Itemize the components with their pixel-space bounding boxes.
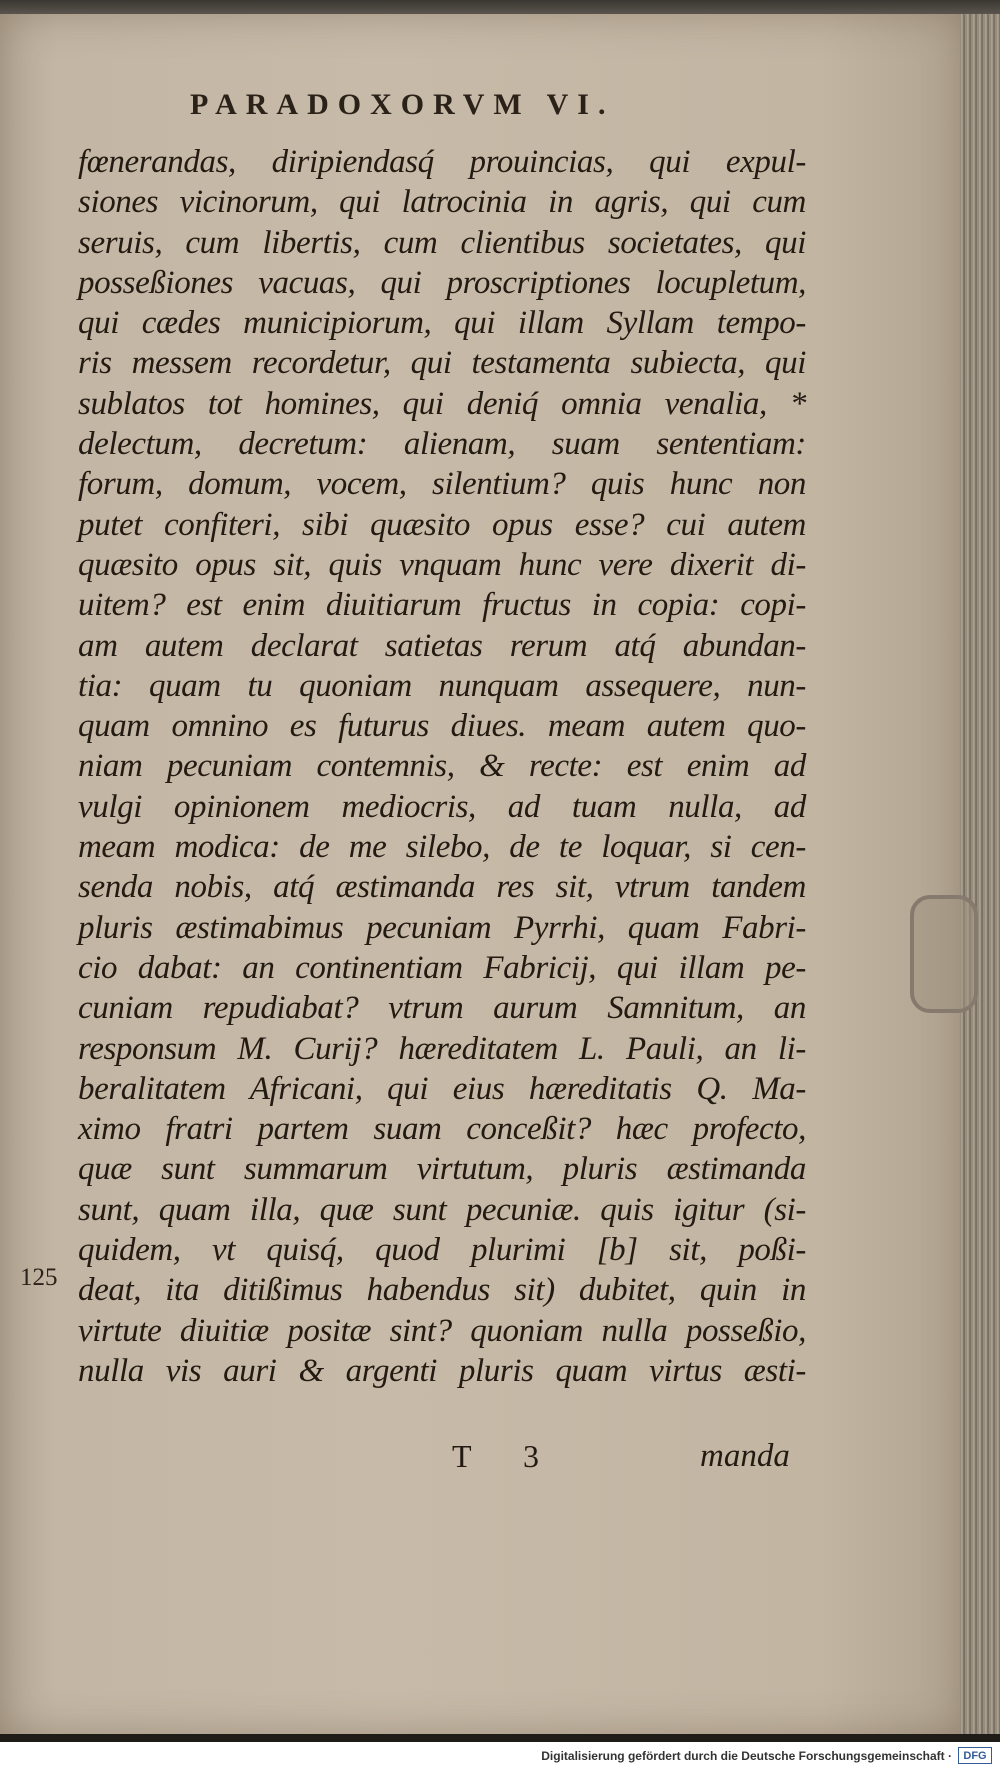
dfg-logo-icon: DFG — [958, 1747, 992, 1764]
text-line: pluris æstimabimus pecuniam Pyrrhi, quam Fabri- — [78, 909, 806, 946]
text-line: quæ sunt summarum virtutum, pluris æstimanda — [78, 1151, 806, 1188]
signature-mark: T 3 — [452, 1438, 561, 1474]
text-line: sunt, quam illa, quæ sunt pecuniæ. quis igitur (si- — [78, 1191, 806, 1228]
body-text — [78, 142, 806, 1391]
funding-notice: Digitalisierung gefördert durch die Deutsche Forschungsgemeinschaft · — [541, 1749, 952, 1763]
text-line: delectum, decretum: alienam, suam sententiam: — [78, 426, 806, 463]
book-clasp — [910, 895, 978, 1013]
marginal-number: 125 — [20, 1264, 58, 1291]
text-line: am autem declarat satietas rerum atq́ abundan- — [78, 627, 806, 664]
text-line: qui cædes municipiorum, qui illam Syllam tempo- — [78, 305, 806, 342]
text-line: quidem, vt quisq́, quod plurimi [b] sit, poßi- — [78, 1232, 806, 1269]
text-line: cuniam repudiabat? vtrum aurum Samnitum, an — [78, 990, 806, 1027]
text-line: quam omnino es futurus diues. meam autem quo- — [78, 708, 806, 745]
text-line: senda nobis, atq́ æstimanda res sit, vtrum tandem — [78, 869, 806, 906]
text-line: responsum M. Curij? hæreditatem L. Pauli, an li- — [78, 1030, 806, 1067]
text-line: meam modica: de me silebo, de te loquar, si cen- — [78, 829, 806, 866]
book-page — [0, 14, 965, 1734]
book-fore-edge — [960, 14, 1000, 1734]
text-line: fœnerandas, diripiendasq́ prouincias, qui expul- — [78, 144, 806, 180]
text-line: seruis, cum libertis, cum clientibus societates, qui — [78, 224, 806, 261]
text-line: forum, domum, vocem, silentium? quis hunc non — [78, 466, 806, 503]
text-line: deat, ita ditißimus habendus sit) dubitet, quin in — [78, 1272, 806, 1309]
text-line: putet confiteri, sibi quæsito opus esse? cui autem — [78, 506, 806, 543]
text-line: beralitatem Africani, qui eius hæreditatis Q. Ma- — [78, 1070, 806, 1107]
text-line: cio dabat: an continentiam Fabricij, qui illam pe- — [78, 949, 806, 986]
text-line: virtute diuitiæ positæ sint? quoniam nulla posseßio, — [78, 1312, 806, 1349]
text-line: ximo fratri partem suam conceßit? hæc profecto, — [78, 1111, 806, 1148]
text-line: quæsito opus sit, quis vnquam hunc vere dixerit di- — [78, 546, 806, 583]
text-line: uitem? est enim diuitiarum fructus in copia: copi- — [78, 587, 806, 624]
running-head: PARADOXORVM VI. — [190, 88, 615, 121]
text-line: niam pecuniam contemnis, & recte: est enim ad — [78, 748, 806, 785]
footer-bar — [0, 1742, 1000, 1770]
catchword: manda — [700, 1438, 790, 1474]
text-line: sublatos tot homines, qui deniq́ omnia venalia, * — [78, 385, 806, 422]
text-line: nulla vis auri & argenti pluris quam virtus æsti- — [78, 1352, 806, 1389]
text-line: vulgi opinionem mediocris, ad tuam nulla, ad — [78, 788, 806, 825]
text-line: siones vicinorum, qui latrocinia in agris, qui cum — [78, 184, 806, 221]
text-line: posseßiones vacuas, qui proscriptiones locupletum, — [78, 264, 806, 301]
text-line: tia: quam tu quoniam nunquam assequere, nun- — [78, 667, 806, 704]
text-line: ris messem recordetur, qui testamenta subiecta, qui — [78, 345, 806, 382]
